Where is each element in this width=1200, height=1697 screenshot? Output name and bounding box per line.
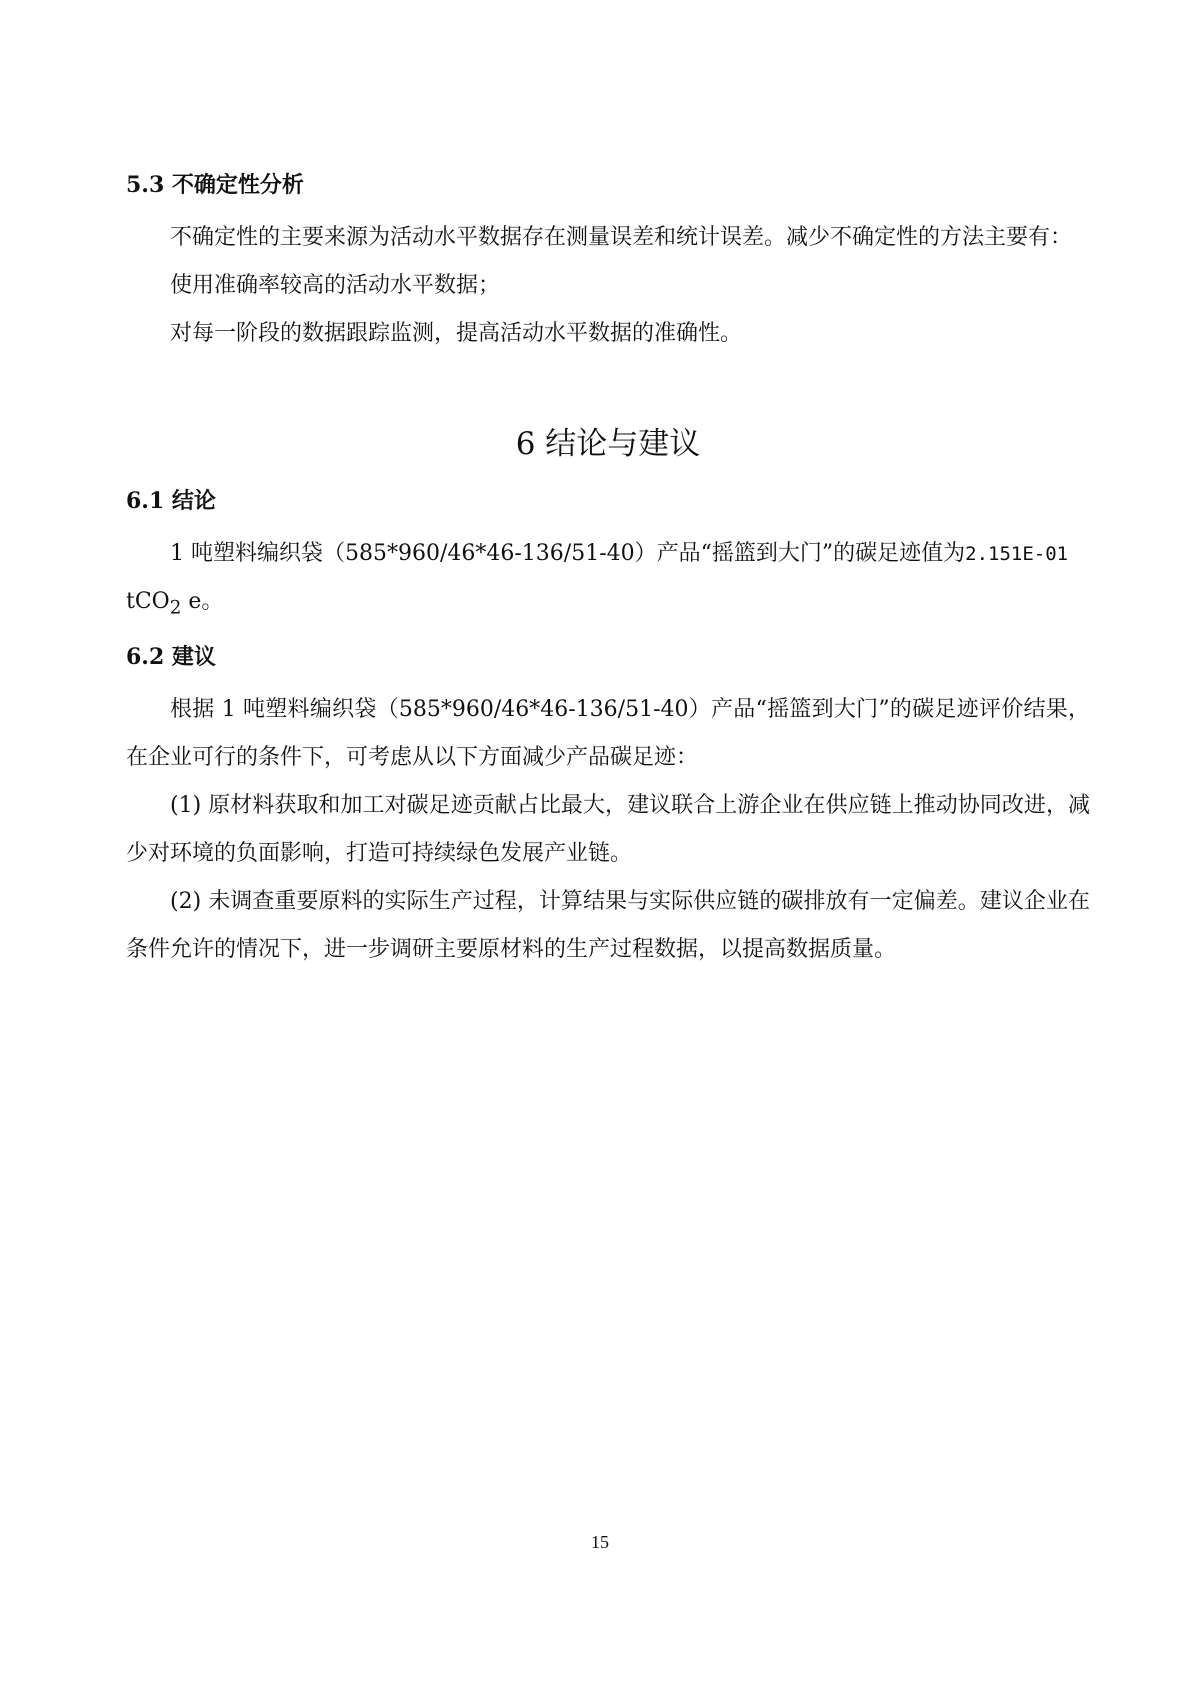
- carbon-footprint-value: 2.151E-01: [965, 543, 1069, 565]
- page-content: [126, 170, 1090, 974]
- method-item-1: 使用准确率较高的活动水平数据；: [170, 273, 501, 298]
- section-5-3-heading: 5.3 不确定性分析: [126, 172, 304, 198]
- suggestion-item-1: (1) 原材料获取和加工对碳足迹贡献占比最大，建议联合上游企业在供应链上推动协同改进，减少对环境的负面影响，打造可持续绿色发展产业链。: [126, 793, 1090, 867]
- section-6-1-heading: 6.1 结论: [126, 488, 216, 514]
- suggestion-item-2: (2) 未调查重要原料的实际生产过程，计算结果与实际供应链的碳排放有一定偏差。建议企业在条件允许的情况下，进一步调研主要原材料的生产过程数据，以提高数据质量。: [126, 889, 1090, 963]
- section-6-2-heading: 6.2 建议: [126, 644, 216, 671]
- conclusion-paragraph: [126, 530, 1090, 632]
- conclusion-text: 1 吨塑料编织袋（585*960/46*46-136/51-40）产品“摇篮到大门”的碳足迹值为: [170, 541, 966, 566]
- unit-suffix: e。: [181, 589, 224, 614]
- unit-subscript: 2: [169, 597, 182, 619]
- section-5-3-paragraph: 不确定性的主要来源为活动水平数据存在测量误差和统计误差。减少不确定性的方法主要有：: [170, 225, 1073, 250]
- suggestion-paragraph: 根据 1 吨塑料编织袋（585*960/46*46-136/51-40）产品“摇篮到大门”的碳足迹评价结果，在企业可行的条件下，可考虑从以下方面减少产品碳足迹：: [126, 697, 1090, 771]
- page-number: 15: [591, 1532, 609, 1552]
- method-item-2: 对每一阶段的数据跟踪监测，提高活动水平数据的准确性。: [170, 321, 743, 346]
- chapter-6-title: 6 结论与建议: [515, 426, 701, 462]
- unit-prefix: tCO: [126, 589, 170, 614]
